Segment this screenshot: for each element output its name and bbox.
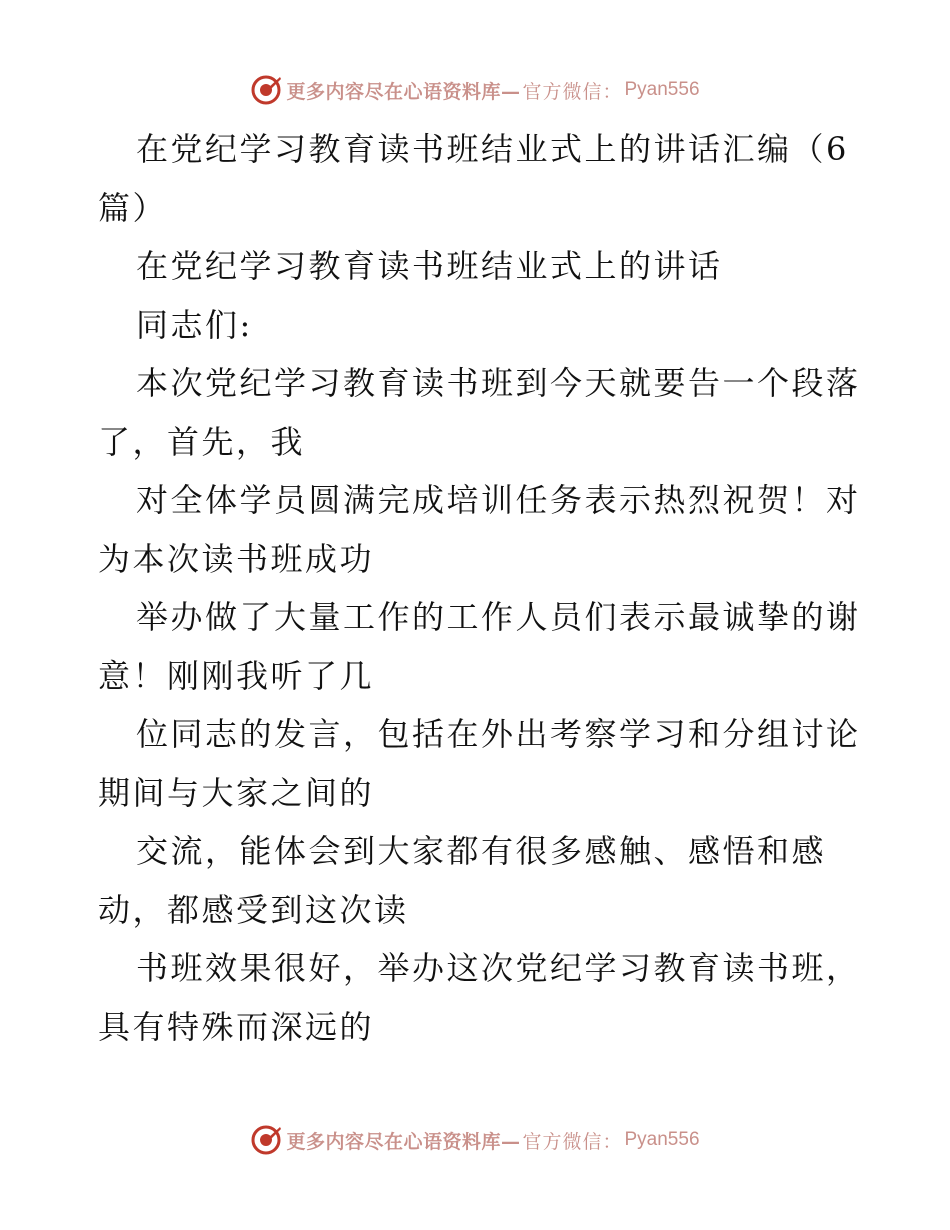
banner-site-text: 更多内容尽在心语资料库— — [286, 1130, 521, 1153]
body-paragraph: 本次党纪学习教育读书班到今天就要告一个段落了，首先，我 — [98, 364, 861, 461]
body-paragraph: 书班效果很好，举办这次党纪学习教育读书班，具有特殊而深远的 — [98, 949, 861, 1046]
pen-seal-logo-icon — [250, 74, 282, 106]
footer-banner — [0, 1120, 950, 1160]
banner-wechat-label: 官方微信： — [522, 1130, 623, 1153]
banner-wechat-id: Pyan556 — [624, 1129, 700, 1150]
body-paragraph: 位同志的发言，包括在外出考察学习和分组讨论期间与大家之间的 — [98, 715, 861, 812]
body-paragraph: 对全体学员圆满完成培训任务表示热烈祝贺！对为本次读书班成功 — [98, 481, 861, 578]
salutation: 同志们: — [136, 305, 253, 344]
header-banner — [0, 70, 950, 110]
banner-wechat-id: Pyan556 — [624, 79, 700, 100]
body-paragraph: 举办做了大量工作的工作人员们表示最诚挚的谢意！刚刚我听了几 — [98, 598, 861, 695]
body-paragraph: 交流，能体会到大家都有很多感触、感悟和感动，都感受到这次读 — [98, 832, 827, 929]
document-body — [98, 120, 868, 1056]
banner-wechat-label: 官方微信： — [522, 80, 623, 103]
pen-seal-logo-icon — [250, 1124, 282, 1156]
document-title: 在党纪学习教育读书班结业式上的讲话汇编（6篇） — [98, 130, 849, 227]
speech-title: 在党纪学习教育读书班结业式上的讲话 — [136, 247, 723, 285]
banner-site-text: 更多内容尽在心语资料库— — [286, 80, 521, 103]
